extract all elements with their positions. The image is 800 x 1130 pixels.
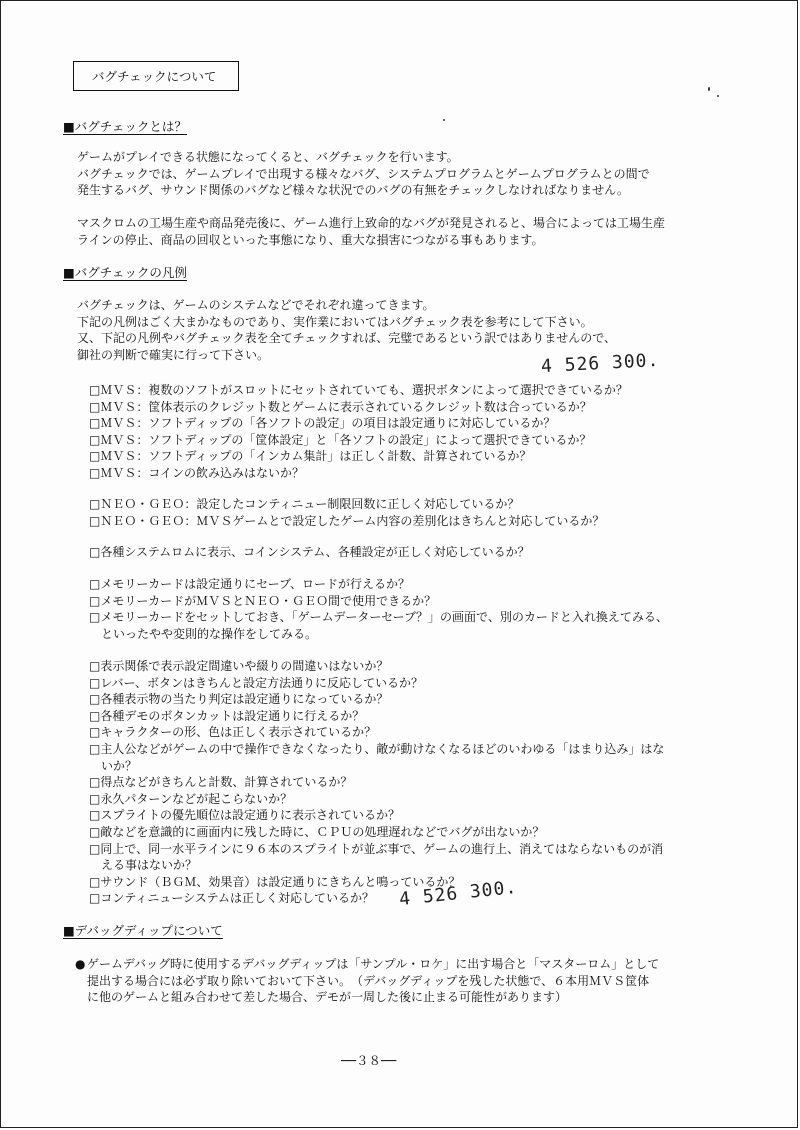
- checklist-item: □ＭＶＳ：複数のソフトがスロットにセットされていても、選択ボタンによって選択できているか？: [89, 383, 628, 397]
- paragraph-spacer: [77, 199, 665, 216]
- paragraph-line: に他のゲームと組み合わせて差した場合、デモが一周した後に止まる可能性があります）: [87, 990, 568, 1005]
- checklist-item: □各種デモのボタンカットは設定通りに行えるか？: [89, 708, 365, 723]
- scan-speck: [717, 95, 719, 97]
- paragraph-line: 御社の判断で確実に行って下さい。: [77, 347, 270, 362]
- checklist-item: □永久パターンなどが起こらないか？: [89, 791, 293, 806]
- checklist-item: □得点などがきちんと計数、計算されているか？: [89, 775, 353, 790]
- checklist-item: □スプライトの優先順位は設定通りに表示されているか？: [89, 808, 400, 823]
- checklist-system: [89, 544, 530, 561]
- handwritten-number-upper: 4 526 300.: [540, 349, 660, 378]
- section2-intro: [77, 297, 616, 363]
- paragraph-line: 発生するバグ、サウンド関係のバグなど様々な状況でのバグの有無をチェックしなければなりません。: [77, 183, 629, 198]
- section-heading-legend: ■バグチェックの凡例: [63, 265, 187, 280]
- page-number: ──３８──: [341, 1053, 397, 1068]
- paragraph-line: 提出する場合には必ず取り除いておいて下さい。 （デバッグディップを残した状態で、６本用ＭＶＳ筐体: [87, 973, 650, 988]
- paragraph-line: ゲームデバッグ時に使用するデバッグディップは「サンプル・ロケ」に出す場合と「マスターロム」として: [87, 957, 660, 971]
- checklist-item-continued: える事はないか？: [101, 858, 198, 873]
- checklist-item: □ＭＶＳ：ソフトディップの「各ソフトの設定」の項目は設定通りに対応しているか？: [89, 416, 556, 431]
- checklist-memory-card: [89, 576, 668, 642]
- checklist-item: □ＮＥＯ・ＧＥＯ：ＭＶＳゲームとで設定したゲーム内容の差別化はきちんと対応しているか？: [89, 513, 605, 528]
- checklist-item: □敵などを意識的に画面内に残した時に、ＣＰＵの処理遅れなどでバグが出ないか？: [89, 824, 545, 839]
- checklist-neogeo: [89, 496, 604, 529]
- checklist-item: □サウンド（ＢＧＭ、効果音）は設定通りにきちんと鳴っているか？: [89, 874, 461, 889]
- paragraph-line: ゲームがプレイできる状態になってくると、バグチェックを行います。: [77, 150, 459, 164]
- checklist-item: □ＭＶＳ：ソフトディップの「インカム集計」は正しく計数、計算されているか？: [89, 449, 532, 464]
- checklist-item: □ＭＶＳ：コインの飲み込みはないか？: [89, 465, 304, 480]
- paragraph-line: ラインの停止、商品の回収といった事態になり、重大な損害につながる事もあります。: [77, 232, 544, 247]
- checklist-item-continued: いか？: [101, 758, 138, 773]
- checklist-item: □各種システムロムに表示、コインシステム、各種設定が正しく対応しているか？: [89, 545, 530, 559]
- bullet-icon: ●: [75, 957, 86, 971]
- scan-speck: [708, 87, 710, 91]
- checklist-item: □ＮＥＯ・ＧＥＯ：設定したコンティニュー制限回数に正しく対応しているか？: [89, 497, 520, 511]
- section3-body: [87, 956, 659, 1006]
- checklist-item-continued: といったやや変則的な操作をしてみる。: [101, 626, 318, 641]
- checklist-item: □メモリーカードがＭＶＳとＮＥＯ・ＧＥＯ間で使用できるか？: [89, 593, 437, 608]
- section-heading-bug-check: ■バグチェックとは？: [63, 119, 187, 134]
- paragraph-line: 又、下記の凡例やバグチェック表を全てチェックすれば、完璧であるという訳ではありませんので、: [77, 331, 617, 346]
- page-title: バグチェックについて: [73, 61, 239, 91]
- paragraph-line: マスクロムの工場生産や商品発売後に、ゲーム進行上致命的なバグが発見されると、場合によっては工場生産: [77, 216, 666, 231]
- handwritten-number-lower: 4 526 300.: [398, 876, 519, 911]
- checklist-item: □キャラクターの形、色は正しく表示されているか？: [89, 725, 377, 740]
- checklist-item: □コンティニューシステムは正しく対応しているか？: [89, 891, 374, 906]
- paragraph-line: 下記の凡例はごく大まかなものであり、実作業においてはバグチェック表を参考にして下さい。: [77, 314, 593, 329]
- paragraph-line: バグチェックでは、ゲームプレイで出現する様々なバグ、システムプログラムとゲームプログラムとの間で: [77, 166, 650, 181]
- checklist-item: □各種表示物の当たり判定は設定通りになっているか？: [89, 692, 389, 707]
- checklist-item: □ＭＶＳ：筐体表示のクレジット数とゲームに表示されているクレジット数は合っているか？: [89, 399, 592, 414]
- checklist-mvs: [89, 382, 628, 482]
- scan-speck: [443, 119, 445, 121]
- checklist-item: □表示関係で表示設定間違いや綴りの間違いはないか？: [89, 659, 389, 673]
- checklist-item: □ＭＶＳ：ソフトディップの「筐体設定」と「各ソフトの設定」によって選択できているか？: [89, 432, 592, 447]
- checklist-item: □主人公などがゲームの中で操作できなくなったり、敵が動けなくなるほどのいわゆる「はまり込み」はな: [89, 741, 665, 756]
- checklist-item: □レバー、ボタンはきちんと設定方法通りに反応しているか？: [89, 675, 424, 690]
- checklist-item: □メモリーカードをセットしておき、「ゲームデーターセーブ？」の画面で、別のカードと入れ換えてみる、: [89, 610, 668, 625]
- checklist-item: □同上で、同一水平ラインに９６本のスプライトが並ぶ事で、ゲームの進行上、消えてはならないものが消: [89, 841, 664, 856]
- section-heading-debug-dip: ■デバッグディップについて: [63, 923, 223, 938]
- checklist-display: [89, 658, 664, 907]
- section1-body: [77, 149, 665, 249]
- checklist-item: □メモリーカードは設定通りにセーブ、ロードが行えるか？: [89, 577, 411, 591]
- paragraph-line: バグチェックは、ゲームのシステムなどでそれぞれ違ってきます。: [77, 298, 435, 312]
